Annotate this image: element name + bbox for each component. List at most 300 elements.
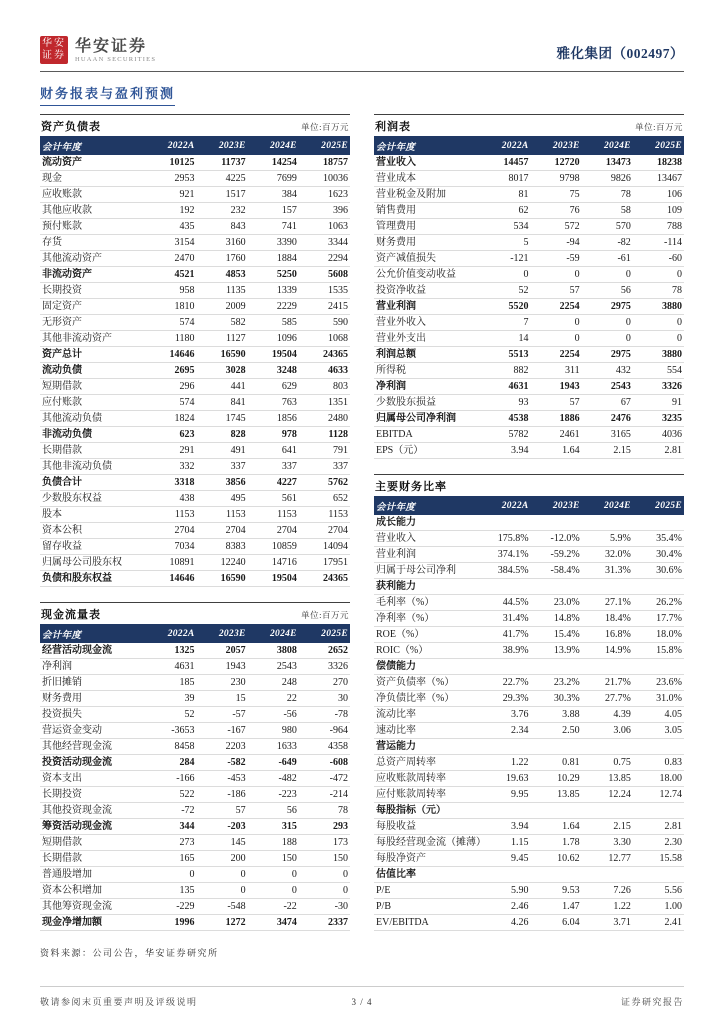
- cell-value: -58.4%: [531, 563, 582, 579]
- row-label: 资产总计: [40, 347, 145, 363]
- brand-subtitle: HUAAN SECURITIES: [75, 55, 157, 63]
- table-row: [40, 819, 350, 835]
- cell-value: 2695: [145, 363, 196, 379]
- cell-value: 3808: [248, 643, 299, 659]
- row-label: 股本: [40, 507, 145, 523]
- cell-value: 14646: [145, 571, 196, 587]
- table-row: [374, 411, 684, 427]
- table-row: [374, 883, 684, 899]
- row-label: 少数股东权益: [40, 491, 145, 507]
- cell-value: 2.50: [531, 723, 582, 739]
- cell-value: 9.53: [531, 883, 582, 899]
- cell-value: 3474: [248, 915, 299, 931]
- cell-value: 23.6%: [633, 675, 684, 691]
- footer-report-type: 证券研究报告: [621, 997, 685, 1007]
- page-footer: [40, 986, 684, 1008]
- cell-value: 5782: [479, 427, 530, 443]
- cell-value: 2.41: [633, 915, 684, 931]
- table-row: [374, 755, 684, 771]
- cell-value: 2203: [197, 739, 248, 755]
- cell-value: 109: [633, 203, 684, 219]
- cell-value: 10036: [299, 171, 350, 187]
- cell-value: 3.76: [479, 707, 530, 723]
- table-row: [374, 899, 684, 915]
- row-label: 所得税: [374, 363, 479, 379]
- cell-value: 78: [582, 187, 633, 203]
- section-title: 财务报表与盈利预测: [40, 83, 175, 106]
- cell-value: 570: [582, 219, 633, 235]
- cell-value: -229: [145, 899, 196, 915]
- cell-value: 1096: [248, 331, 299, 347]
- row-label: 非流动资产: [40, 267, 145, 283]
- row-label: 流动负债: [40, 363, 145, 379]
- cell-value: -60: [633, 251, 684, 267]
- col-header-year: 2025E: [633, 496, 684, 515]
- financial-ratios-section: [374, 474, 684, 931]
- row-label: 应付账款周转率: [374, 787, 479, 803]
- cell-value: 14716: [248, 555, 299, 571]
- table-title: 资产负债表: [41, 121, 101, 133]
- cell-value: 106: [633, 187, 684, 203]
- cell-value: 24365: [299, 347, 350, 363]
- cell-value: 0.83: [633, 755, 684, 771]
- cell-value: 11737: [197, 155, 248, 171]
- row-label: 每股净资产: [374, 851, 479, 867]
- table-row: [374, 579, 684, 595]
- cell-value: 7699: [248, 171, 299, 187]
- cell-value: 3856: [197, 475, 248, 491]
- table-row: [374, 835, 684, 851]
- table-row: [374, 739, 684, 755]
- col-header-year: 2024E: [582, 136, 633, 155]
- cell-value: 5250: [248, 267, 299, 283]
- cell-value: 3.88: [531, 707, 582, 723]
- row-label: 无形资产: [40, 315, 145, 331]
- table-columns: [40, 114, 684, 959]
- table-row: [374, 531, 684, 547]
- table-row: [374, 171, 684, 187]
- cell-value: 56: [248, 803, 299, 819]
- cell-value: 0: [248, 883, 299, 899]
- row-label: 筹资活动现金流: [40, 819, 145, 835]
- cell-value: 3.06: [582, 723, 633, 739]
- left-column: [40, 114, 350, 959]
- table-header-row: [40, 136, 350, 155]
- table-row: [40, 675, 350, 691]
- table-row: [40, 883, 350, 899]
- row-label: 净利润: [40, 659, 145, 675]
- cell-value: 1996: [145, 915, 196, 931]
- table-row: [374, 691, 684, 707]
- table-header-row: [374, 136, 684, 155]
- cell-value: 582: [197, 315, 248, 331]
- row-label: 营业成本: [374, 171, 479, 187]
- table-row: [40, 899, 350, 915]
- row-label: 其他经营现金流: [40, 739, 145, 755]
- cell-value: 1180: [145, 331, 196, 347]
- cell-value: 3.94: [479, 819, 530, 835]
- cell-value: 2229: [248, 299, 299, 315]
- cell-value: 18.00: [633, 771, 684, 787]
- row-label: 资产减值损失: [374, 251, 479, 267]
- cash-flow-section: [40, 602, 350, 931]
- cell-value: -166: [145, 771, 196, 787]
- cell-value: -964: [299, 723, 350, 739]
- col-header-label: 会计年度: [374, 136, 479, 155]
- table-row: [40, 851, 350, 867]
- col-header-year: 2022A: [145, 624, 196, 643]
- cell-value: 1.22: [479, 755, 530, 771]
- cell-value: 2652: [299, 643, 350, 659]
- cell-value: 67: [582, 395, 633, 411]
- cell-value: 0: [531, 267, 582, 283]
- cell-value: 14457: [479, 155, 530, 171]
- cell-value: 572: [531, 219, 582, 235]
- row-label: 其他非流动资产: [40, 331, 145, 347]
- cell-value: [582, 803, 633, 819]
- cell-value: 8017: [479, 171, 530, 187]
- table-row: [374, 803, 684, 819]
- table-unit: 单位:百万元: [301, 122, 349, 132]
- cell-value: 2480: [299, 411, 350, 427]
- cell-value: 31.4%: [479, 611, 530, 627]
- cell-value: 57: [531, 395, 582, 411]
- cell-value: 432: [582, 363, 633, 379]
- cell-value: 150: [248, 851, 299, 867]
- cell-value: 91: [633, 395, 684, 411]
- table-row: [40, 331, 350, 347]
- row-label: 营运资金变动: [40, 723, 145, 739]
- cell-value: 5762: [299, 475, 350, 491]
- row-label: 长期投资: [40, 787, 145, 803]
- balance-sheet-caption: [40, 114, 350, 136]
- table-row: [40, 659, 350, 675]
- cell-value: [582, 739, 633, 755]
- table-row: [40, 803, 350, 819]
- cell-value: 188: [248, 835, 299, 851]
- cell-value: 0: [582, 267, 633, 283]
- cell-value: 19504: [248, 347, 299, 363]
- cell-value: 5: [479, 235, 530, 251]
- cell-value: 24365: [299, 571, 350, 587]
- huaan-seal-logo-icon: 华安证券: [40, 36, 68, 64]
- cell-value: 1856: [248, 411, 299, 427]
- cell-value: 10859: [248, 539, 299, 555]
- cell-value: 2461: [531, 427, 582, 443]
- cell-value: 0: [299, 867, 350, 883]
- cell-value: 52: [145, 707, 196, 723]
- col-header-year: 2022A: [479, 136, 530, 155]
- cell-value: 291: [145, 443, 196, 459]
- cell-value: 0: [197, 883, 248, 899]
- table-row: [374, 427, 684, 443]
- row-label: ROE（%）: [374, 627, 479, 643]
- cell-value: 57: [531, 283, 582, 299]
- cell-value: 21.7%: [582, 675, 633, 691]
- cell-value: 12.74: [633, 787, 684, 803]
- cell-value: [633, 867, 684, 883]
- row-label: 利润总额: [374, 347, 479, 363]
- page-number: 3 / 4: [351, 996, 373, 1007]
- row-label: 营业外支出: [374, 331, 479, 347]
- cell-value: 1.47: [531, 899, 582, 915]
- cell-value: 1351: [299, 395, 350, 411]
- cell-value: 921: [145, 187, 196, 203]
- table-row: [40, 491, 350, 507]
- cell-value: 44.5%: [479, 595, 530, 611]
- cell-value: 623: [145, 427, 196, 443]
- row-label: 资产负债率（%）: [374, 675, 479, 691]
- cell-value: 26.2%: [633, 595, 684, 611]
- table-row: [374, 915, 684, 931]
- row-label: P/B: [374, 899, 479, 915]
- cell-value: 1.64: [531, 443, 582, 459]
- cell-value: 9.95: [479, 787, 530, 803]
- cell-value: 8383: [197, 539, 248, 555]
- cell-value: 10.62: [531, 851, 582, 867]
- cell-value: -12.0%: [531, 531, 582, 547]
- cell-value: 0: [248, 867, 299, 883]
- cell-value: 590: [299, 315, 350, 331]
- cell-value: 4227: [248, 475, 299, 491]
- cell-value: 4225: [197, 171, 248, 187]
- cell-value: -78: [299, 707, 350, 723]
- cell-value: -186: [197, 787, 248, 803]
- cell-value: -548: [197, 899, 248, 915]
- cell-value: -167: [197, 723, 248, 739]
- cell-value: 93: [479, 395, 530, 411]
- table-row: [374, 723, 684, 739]
- col-header-year: 2022A: [479, 496, 530, 515]
- row-label: 销售费用: [374, 203, 479, 219]
- cell-value: 81: [479, 187, 530, 203]
- cell-value: 4.26: [479, 915, 530, 931]
- report-header: [40, 36, 684, 72]
- cell-value: 2476: [582, 411, 633, 427]
- cell-value: 337: [299, 459, 350, 475]
- cell-value: 14: [479, 331, 530, 347]
- cell-value: 344: [145, 819, 196, 835]
- cell-value: 62: [479, 203, 530, 219]
- cell-value: -56: [248, 707, 299, 723]
- cell-value: 0: [633, 331, 684, 347]
- cell-value: 14254: [248, 155, 299, 171]
- cell-value: 16.8%: [582, 627, 633, 643]
- row-label: 速动比率: [374, 723, 479, 739]
- row-label: 应收账款: [40, 187, 145, 203]
- cell-value: 332: [145, 459, 196, 475]
- col-header-year: 2024E: [248, 136, 299, 155]
- cell-value: -59.2%: [531, 547, 582, 563]
- row-label: EBITDA: [374, 427, 479, 443]
- row-label: 现金净增加额: [40, 915, 145, 931]
- table-row: [40, 739, 350, 755]
- table-row: [40, 507, 350, 523]
- row-label: 成长能力: [374, 515, 479, 531]
- cell-value: 76: [531, 203, 582, 219]
- row-label: 流动资产: [40, 155, 145, 171]
- cell-value: 175.8%: [479, 531, 530, 547]
- cell-value: 2953: [145, 171, 196, 187]
- col-header-year: 2023E: [531, 136, 582, 155]
- cell-value: 2294: [299, 251, 350, 267]
- table-row: [40, 235, 350, 251]
- cell-value: 31.0%: [633, 691, 684, 707]
- cell-value: 32.0%: [582, 547, 633, 563]
- cell-value: 641: [248, 443, 299, 459]
- row-label: 其他非流动负债: [40, 459, 145, 475]
- cell-value: 788: [633, 219, 684, 235]
- cell-value: 1623: [299, 187, 350, 203]
- cell-value: 2.30: [633, 835, 684, 851]
- table-row: [374, 611, 684, 627]
- cell-value: 1325: [145, 643, 196, 659]
- cell-value: -82: [582, 235, 633, 251]
- table-row: [374, 267, 684, 283]
- cell-value: 1535: [299, 283, 350, 299]
- cell-value: [531, 803, 582, 819]
- cell-value: 6.04: [531, 915, 582, 931]
- col-header-label: 会计年度: [374, 496, 479, 515]
- cell-value: 491: [197, 443, 248, 459]
- cell-value: 192: [145, 203, 196, 219]
- table-row: [40, 539, 350, 555]
- row-label: 获利能力: [374, 579, 479, 595]
- cell-value: 629: [248, 379, 299, 395]
- cell-value: 2704: [299, 523, 350, 539]
- cell-value: 18.4%: [582, 611, 633, 627]
- cell-value: 41.7%: [479, 627, 530, 643]
- cell-value: [531, 739, 582, 755]
- cell-value: 165: [145, 851, 196, 867]
- cell-value: 15.4%: [531, 627, 582, 643]
- cell-value: 1063: [299, 219, 350, 235]
- table-row: [374, 283, 684, 299]
- row-label: 财务费用: [40, 691, 145, 707]
- cell-value: 958: [145, 283, 196, 299]
- table-row: [374, 443, 684, 459]
- cell-value: [479, 579, 530, 595]
- section-title-wrap: [40, 72, 684, 106]
- cell-value: -121: [479, 251, 530, 267]
- table-row: [40, 523, 350, 539]
- balance-sheet-section: [40, 114, 350, 587]
- cell-value: 4633: [299, 363, 350, 379]
- income-statement-caption: [374, 114, 684, 136]
- cell-value: 1.15: [479, 835, 530, 851]
- cell-value: 2470: [145, 251, 196, 267]
- row-label: 短期借款: [40, 835, 145, 851]
- cell-value: 0: [531, 331, 582, 347]
- row-label: 营业利润: [374, 299, 479, 315]
- row-label: 资本公积增加: [40, 883, 145, 899]
- cell-value: 27.1%: [582, 595, 633, 611]
- cell-value: 561: [248, 491, 299, 507]
- cell-value: 4853: [197, 267, 248, 283]
- cell-value: 173: [299, 835, 350, 851]
- cell-value: -649: [248, 755, 299, 771]
- cell-value: 9.45: [479, 851, 530, 867]
- cell-value: 1824: [145, 411, 196, 427]
- table-row: [40, 299, 350, 315]
- cell-value: 0: [582, 331, 633, 347]
- cell-value: 2254: [531, 299, 582, 315]
- col-header-year: 2023E: [197, 624, 248, 643]
- row-label: 毛利率（%）: [374, 595, 479, 611]
- cell-value: 30.4%: [633, 547, 684, 563]
- table-row: [40, 347, 350, 363]
- cell-value: 1517: [197, 187, 248, 203]
- cell-value: 2.81: [633, 443, 684, 459]
- row-label: 其他应收款: [40, 203, 145, 219]
- cell-value: 2254: [531, 347, 582, 363]
- cell-value: 12.24: [582, 787, 633, 803]
- cell-value: 4036: [633, 427, 684, 443]
- cell-value: 1068: [299, 331, 350, 347]
- col-header-year: 2025E: [299, 624, 350, 643]
- cell-value: 3248: [248, 363, 299, 379]
- row-label: 留存收益: [40, 539, 145, 555]
- row-label: 偿债能力: [374, 659, 479, 675]
- cell-value: 56: [582, 283, 633, 299]
- table-row: [40, 251, 350, 267]
- right-column: [374, 114, 684, 946]
- cell-value: 5520: [479, 299, 530, 315]
- cell-value: -61: [582, 251, 633, 267]
- cell-value: 9798: [531, 171, 582, 187]
- cell-value: 18.0%: [633, 627, 684, 643]
- row-label: 投资损失: [40, 707, 145, 723]
- cell-value: 78: [299, 803, 350, 819]
- cell-value: 882: [479, 363, 530, 379]
- cell-value: 1153: [248, 507, 299, 523]
- table-row: [40, 459, 350, 475]
- cell-value: 12240: [197, 555, 248, 571]
- stock-title: 雅化集团（002497）: [556, 46, 684, 61]
- table-row: [374, 867, 684, 883]
- cell-value: 0: [633, 267, 684, 283]
- table-row: [40, 395, 350, 411]
- table-row: [374, 659, 684, 675]
- row-label: 净利润: [374, 379, 479, 395]
- cell-value: 2057: [197, 643, 248, 659]
- brand-name: 华安证券: [75, 37, 148, 55]
- col-header-year: 2023E: [197, 136, 248, 155]
- cell-value: 145: [197, 835, 248, 851]
- row-label: 应付账款: [40, 395, 145, 411]
- cell-value: [479, 515, 530, 531]
- row-label: 投资净收益: [374, 283, 479, 299]
- row-label: 管理费用: [374, 219, 479, 235]
- row-label: 固定资产: [40, 299, 145, 315]
- table-row: [40, 755, 350, 771]
- table-row: [374, 851, 684, 867]
- col-header-year: 2025E: [299, 136, 350, 155]
- cell-value: 2.46: [479, 899, 530, 915]
- cell-value: 2009: [197, 299, 248, 315]
- table-row: [374, 595, 684, 611]
- col-header-label: 会计年度: [40, 624, 145, 643]
- cell-value: 585: [248, 315, 299, 331]
- table-title: 主要财务比率: [375, 481, 447, 493]
- cell-value: -223: [248, 787, 299, 803]
- cell-value: 763: [248, 395, 299, 411]
- cell-value: 978: [248, 427, 299, 443]
- financial-ratios-caption: [374, 474, 684, 496]
- row-label: 其他流动负债: [40, 411, 145, 427]
- row-label: 净利率（%）: [374, 611, 479, 627]
- cell-value: 19.63: [479, 771, 530, 787]
